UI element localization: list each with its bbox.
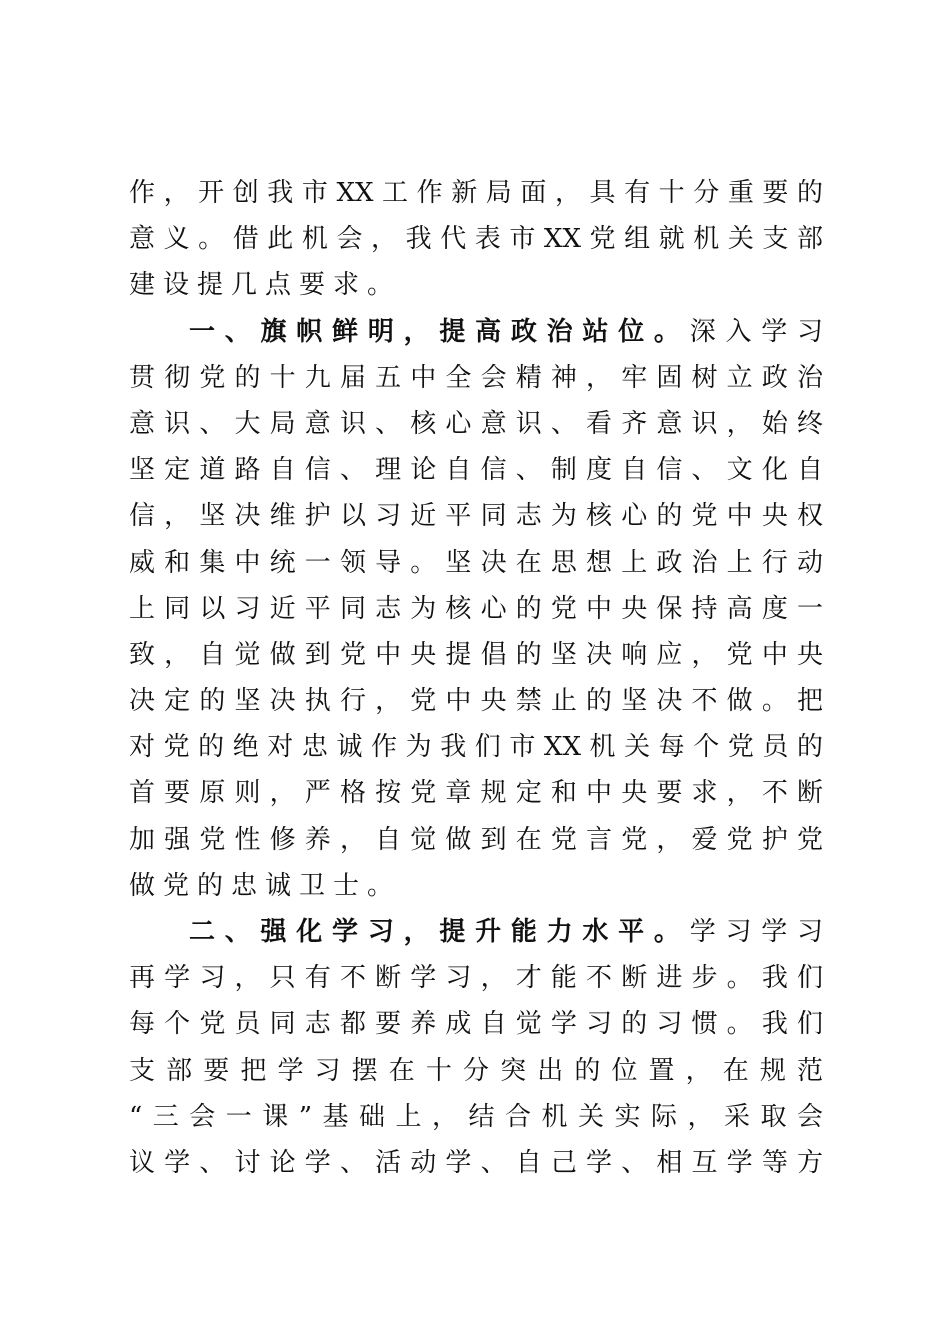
paragraph-line: 致，自觉做到党中央提倡的坚决响应，党中央 [129, 639, 823, 670]
paragraph-line: 决定的坚决执行，党中央禁止的坚决不做。把 [129, 686, 823, 717]
paragraph-line: 坚定道路自信、理论自信、制度自信、文化自 [129, 455, 823, 486]
paragraph-line: 威和集中统一领导。坚决在思想上政治上行动 [129, 547, 823, 578]
paragraph-line: 首要原则，严格按党章规定和中央要求，不断 [129, 778, 823, 809]
paragraph-line: 上同以习近平同志为核心的党中央保持高度一 [129, 593, 823, 624]
paragraph-intro [129, 170, 823, 309]
paragraph-line: 建设提几点要求。 [129, 270, 402, 301]
paragraph-line: 做党的忠诚卫士。 [129, 870, 402, 901]
heading-line-text: 学习学习 [689, 917, 823, 947]
paragraph-line: 再学习，只有不断学习，才能不断进步。我们 [129, 963, 823, 994]
paragraph-line: 支部要把学习摆在十分突出的位置，在规范 [129, 1055, 823, 1086]
heading-line-text: 深入学习 [689, 316, 823, 347]
section-heading-line [129, 909, 823, 955]
section-heading: 二、强化学习，提升能力水平。 [189, 917, 690, 947]
section-heading: 一、旗帜鲜明，提高政治站位。 [189, 316, 690, 347]
paragraph-line: “三会一课”基础上，结合机关实际，采取会 [129, 1101, 823, 1132]
paragraph-line: 议学、讨论学、活动学、自己学、相互学等方 [129, 1147, 823, 1178]
document-body [129, 170, 823, 1186]
paragraph-line: 意义。借此机会，我代表市XX党组就机关支部 [129, 224, 823, 255]
paragraph-line: 作，开创我市XX工作新局面，具有十分重要的 [129, 178, 823, 208]
paragraph-line: 对党的绝对忠诚作为我们市XX机关每个党员的 [129, 732, 823, 763]
paragraph-section-one [129, 309, 823, 909]
section-heading-line [129, 309, 823, 355]
paragraph-line: 意识、大局意识、核心意识、看齐意识，始终 [129, 408, 823, 439]
paragraph-section-two [129, 909, 823, 1186]
paragraph-line: 信，坚决维护以习近平同志为核心的党中央权 [129, 501, 823, 532]
paragraph-line: 每个党员同志都要养成自觉学习的习惯。我们 [129, 1009, 823, 1040]
paragraph-line: 贯彻党的十九届五中全会精神，牢固树立政治 [129, 362, 823, 393]
paragraph-line: 加强党性修养，自觉做到在党言党，爱党护党 [129, 824, 823, 855]
